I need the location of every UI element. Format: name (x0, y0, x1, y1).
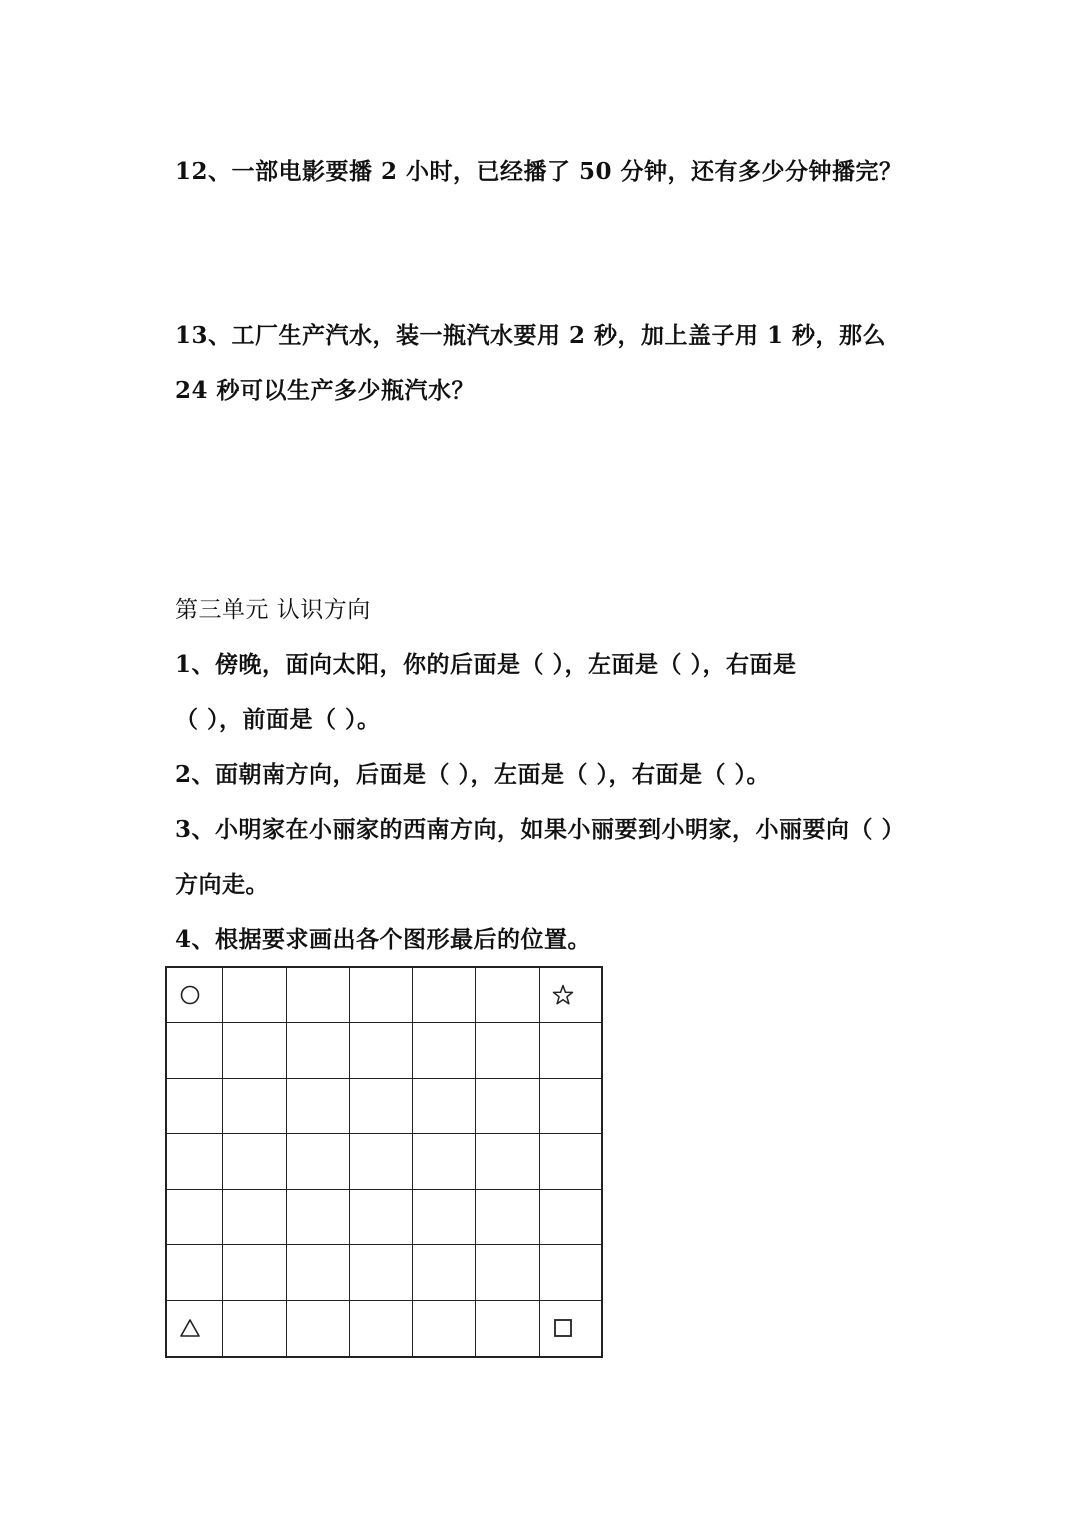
grid-cell (223, 968, 287, 1023)
grid-cell (223, 1301, 287, 1356)
grid-cell (287, 1079, 350, 1134)
grid-cell (167, 1134, 223, 1189)
section-question-2: 2、面朝南方向，后面是（ ），左面是（ ），右面是（ ）。 (175, 761, 771, 788)
grid-cell (287, 1134, 350, 1189)
grid-cell (350, 1301, 413, 1356)
grid-cell (287, 1301, 350, 1356)
grid-cell (476, 1245, 540, 1300)
grid-cell (167, 1079, 223, 1134)
section-question-1-line-1: 1、傍晚，面向太阳，你的后面是（ ），左面是（ ），右面是 (175, 651, 797, 678)
grid-cell (167, 968, 223, 1023)
grid-cell (476, 1301, 540, 1356)
grid-cell (476, 1134, 540, 1189)
question-13-line-1: 13、工厂生产汽水，装一瓶汽水要用 2 秒，加上盖子用 1 秒，那么 (175, 322, 887, 349)
grid-cell (476, 968, 540, 1023)
grid-cell (167, 1190, 223, 1245)
square-icon (552, 1317, 574, 1339)
grid-cell (413, 1023, 476, 1078)
section-question-1-line-2: （ ），前面是（ ）。 (175, 706, 381, 733)
grid-cell (223, 1245, 287, 1300)
grid-cell (287, 968, 350, 1023)
position-grid (165, 966, 603, 1358)
grid-cell (167, 1245, 223, 1300)
star-icon (552, 984, 574, 1006)
grid-cell (540, 1023, 603, 1078)
section-question-3-line-2: 方向走。 (175, 871, 269, 898)
grid-cell (350, 1134, 413, 1189)
grid-cell (413, 1079, 476, 1134)
unit-title: 第三单元 认识方向 (175, 597, 371, 623)
grid-cell (350, 1190, 413, 1245)
triangle-icon (179, 1317, 201, 1339)
section-question-3-line-1: 3、小明家在小丽家的西南方向，如果小丽要到小明家，小丽要向（ ） (175, 816, 906, 843)
grid-cell (476, 1023, 540, 1078)
grid-cell (350, 968, 413, 1023)
grid-cell (350, 1023, 413, 1078)
grid-cell (287, 1190, 350, 1245)
grid-cell (476, 1190, 540, 1245)
grid-cell (287, 1245, 350, 1300)
question-13-line-2: 24 秒可以生产多少瓶汽水？ (175, 377, 476, 404)
grid-cell (223, 1079, 287, 1134)
grid-cell (350, 1245, 413, 1300)
circle-icon (179, 984, 201, 1006)
grid-cell (223, 1190, 287, 1245)
grid-cell (540, 968, 603, 1023)
section-question-4: 4、根据要求画出各个图形最后的位置。 (175, 926, 592, 953)
grid-cell (413, 1301, 476, 1356)
grid-cell (167, 1301, 223, 1356)
grid-cell (540, 1301, 603, 1356)
question-12: 12、一部电影要播 2 小时，已经播了 50 分钟，还有多少分钟播完？ (175, 158, 903, 185)
grid-cell (350, 1079, 413, 1134)
grid-cell (413, 968, 476, 1023)
grid-cell (223, 1023, 287, 1078)
grid-cell (540, 1190, 603, 1245)
grid-cell (476, 1079, 540, 1134)
grid-cell (540, 1245, 603, 1300)
grid-cell (413, 1190, 476, 1245)
grid-cell (540, 1079, 603, 1134)
grid-cell (413, 1245, 476, 1300)
grid-cell (540, 1134, 603, 1189)
grid-cell (413, 1134, 476, 1189)
grid-cell (287, 1023, 350, 1078)
grid-cell (167, 1023, 223, 1078)
grid-cell (223, 1134, 287, 1189)
